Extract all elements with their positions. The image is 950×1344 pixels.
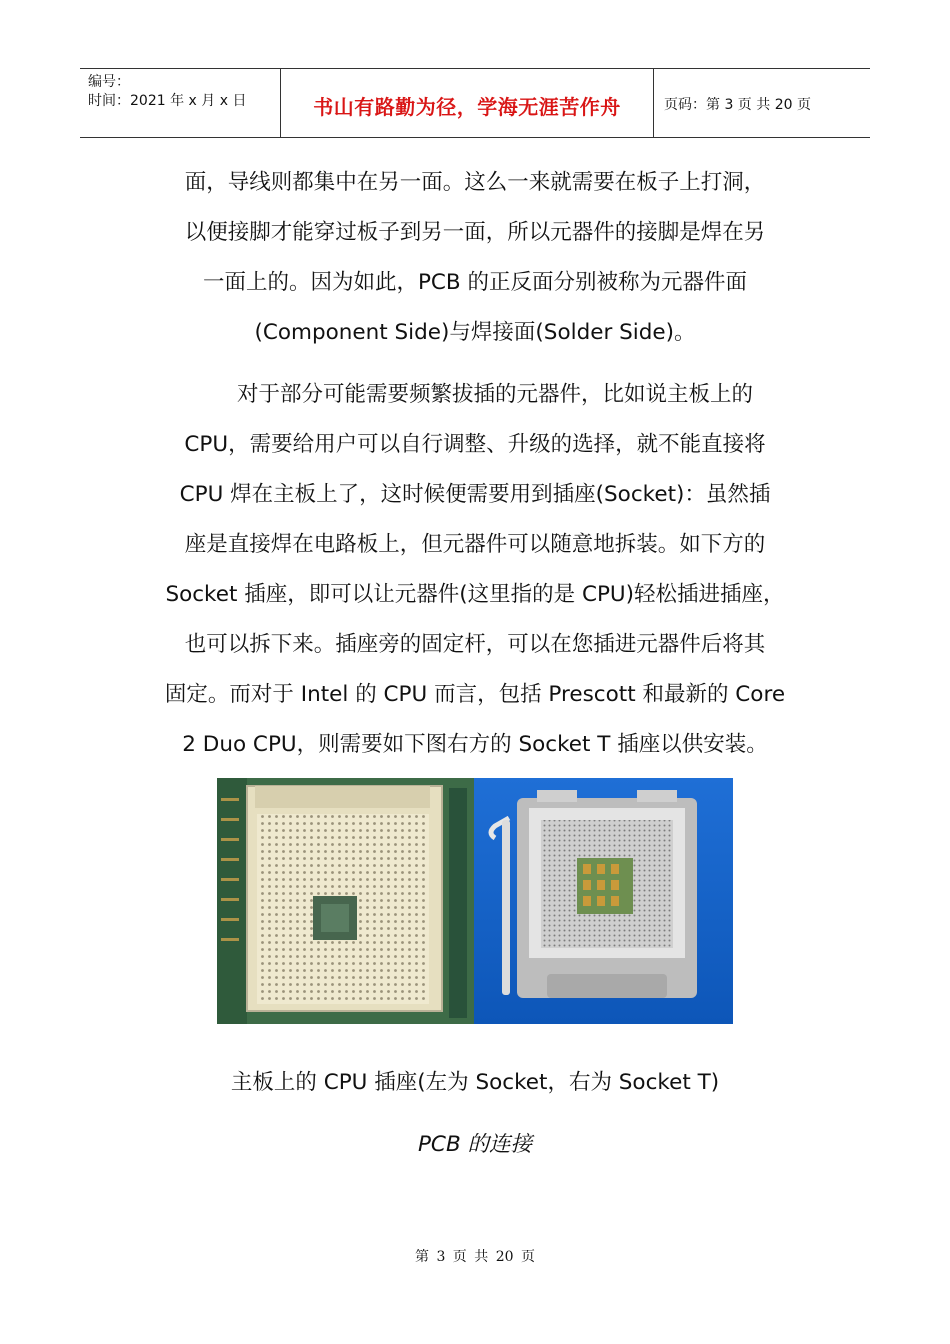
header-meta-cell	[80, 69, 281, 137]
paragraph-line: (Component Side)与焊接面(Solder Side)。	[254, 320, 696, 345]
paragraph-line: 固定。而对于 Intel 的 CPU 而言，包括 Prescott 和最新的 Core	[164, 682, 786, 707]
header-motto: 书山有路勤为径，学海无涯苦作舟	[313, 95, 621, 119]
paragraph-line: 一面上的。因为如此，PCB 的正反面分别被称为元器件面	[202, 270, 748, 295]
figure-caption: 主板上的 CPU 插座(左为 Socket，右为 Socket T)	[230, 1070, 720, 1095]
paragraph-line: CPU 焊在主板上了，这时候便需要用到插座(Socket)：虽然插	[179, 482, 771, 507]
paragraph-line: 以便接脚才能穿过板子到另一面，所以元器件的接脚是焊在另	[184, 220, 766, 245]
section-heading: PCB 的连接	[417, 1132, 533, 1157]
header-motto-cell	[281, 69, 654, 137]
paragraph-line: 对于部分可能需要频繁拔插的元器件，比如说主板上的	[236, 382, 753, 407]
header-page-info: 页码：第 3 页 共 20 页	[664, 97, 811, 113]
doc-number-label: 编号：	[88, 74, 130, 90]
paragraph-line: 也可以拆下来。插座旁的固定杆，可以在您插进元器件后将其	[184, 632, 766, 657]
cpu-socket-photo	[217, 778, 733, 1024]
page-footer: 第 3 页 共 20 页	[415, 1249, 535, 1265]
paragraph-line: 面，导线则都集中在另一面。这么一来就需要在板子上打洞，	[184, 170, 766, 195]
header-page-cell	[654, 69, 870, 137]
page-header	[80, 68, 870, 138]
paragraph-line: 座是直接焊在电路板上，但元器件可以随意地拆装。如下方的	[184, 532, 766, 557]
paragraph-line: 2 Duo CPU，则需要如下图右方的 Socket T 插座以供安装。	[182, 732, 768, 757]
paragraph-line: Socket 插座，即可以让元器件(这里指的是 CPU)轻松插进插座，	[165, 582, 785, 607]
doc-time-label: 时间：2021 年 x 月 x 日	[88, 93, 247, 109]
paragraph-line: CPU，需要给用户可以自行调整、升级的选择，就不能直接将	[184, 432, 766, 457]
